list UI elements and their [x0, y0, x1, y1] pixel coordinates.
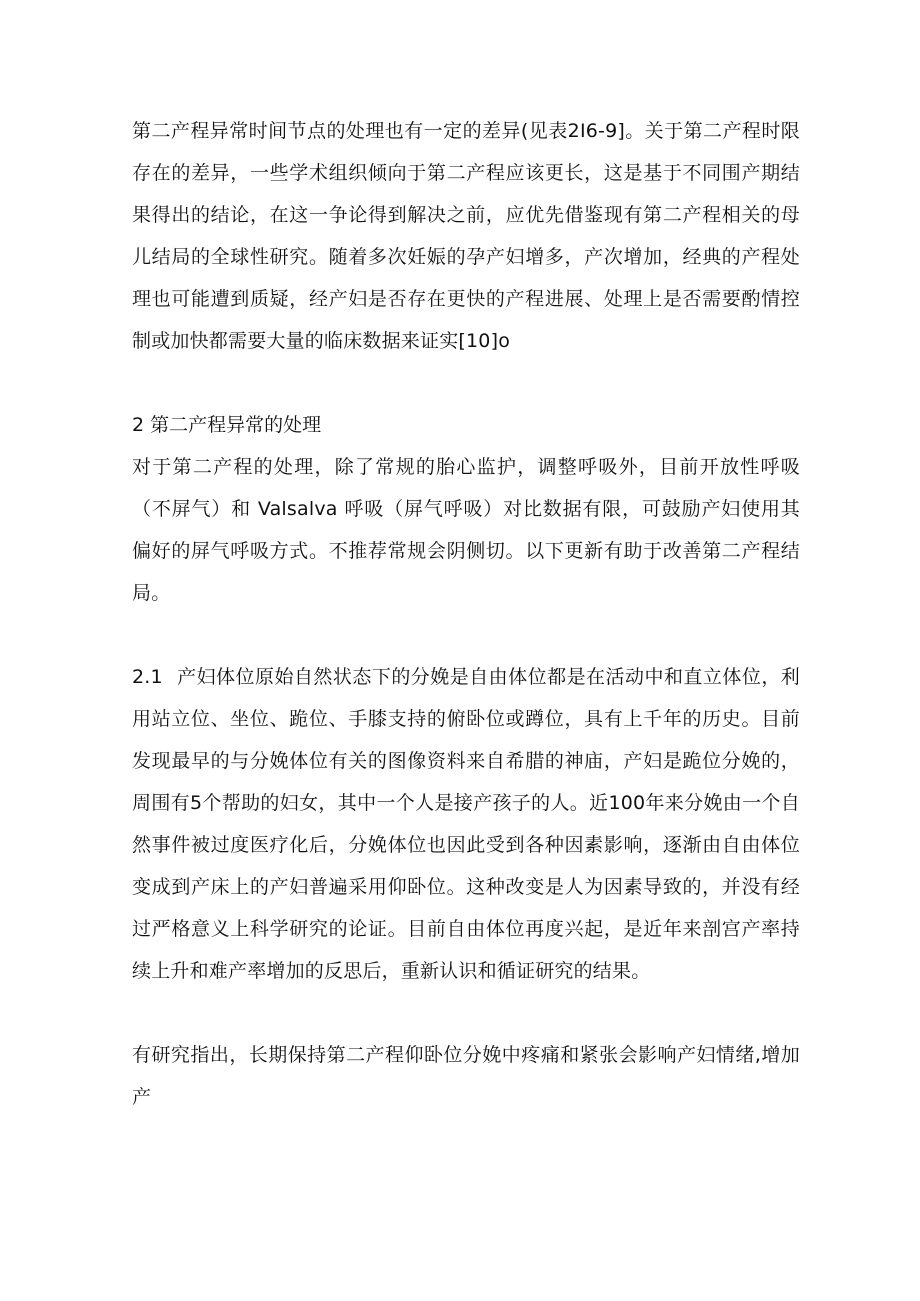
paragraph-maternal-position [132, 656, 800, 992]
spacer [132, 614, 800, 656]
paragraph-maternal-position-text: 产妇体位原始自然状态下的分娩是自由体位都是在活动中和直立体位，利用站立位、坐位、跪位、手膝支持的俯卧位或蹲位，具有上千年的历史。目前发现最早的与分娩体位有关的图像资料来自希腊的神庙，产妇是跪位分娩的，周围有5个帮助的妇女，其中一个人是接产孩子的人。近100年来分娩由一个自然事件被过度医疗化后，分娩体位也因此受到各种因素影响，逐渐由自由体位变成到产床上的产妇普遍采用仰卧位。这种改变是人为因素导致的，并没有经过严格意义上科学研究的论证。目前自由体位再度兴起，是近年来剖宫产率持续上升和难产率增加的反思后，重新认识和循证研究的结果。 [132, 666, 800, 982]
paragraph-supine-position-study: 有研究指出，长期保持第二产程仰卧位分娩中疼痛和紧张会影响产妇情绪,增加产 [132, 1044, 800, 1108]
section-heading-2: 2 第二产程异常的处理 [132, 414, 322, 436]
paragraph-second-stage-management: 对于第二产程的处理，除了常规的胎心监护，调整呼吸外，目前开放性呼吸（不屏气）和 Valsalva 呼吸（屏气呼吸）对比数据有限，可鼓励产妇使用其偏好的屏气呼吸方式。不推荐常规会阴侧切。以下更新有助于改善第二产程结局。 [132, 456, 800, 604]
section-number-2-1: 2.1 [132, 666, 163, 688]
paragraph-second-stage-timing: 第二产程异常时间节点的处理也有一定的差异(见表2I6-9]。关于第二产程时限存在的差异，一些学术组织倾向于第二产程应该更长，这是基于不同围产期结果得出的结论，在这一争论得到解决之前，应优先借鉴现有第二产程相关的母儿结局的全球性研究。随着多次妊娠的孕产妇增多，产次增加，经典的产程处理也可能遭到质疑，经产妇是否存在更快的产程进展、处理上是否需要酌情控制或加快都需要大量的临床数据来证实[10]o [132, 120, 800, 352]
document-page [132, 110, 800, 1118]
spacer [132, 362, 800, 404]
spacer [132, 992, 800, 1034]
